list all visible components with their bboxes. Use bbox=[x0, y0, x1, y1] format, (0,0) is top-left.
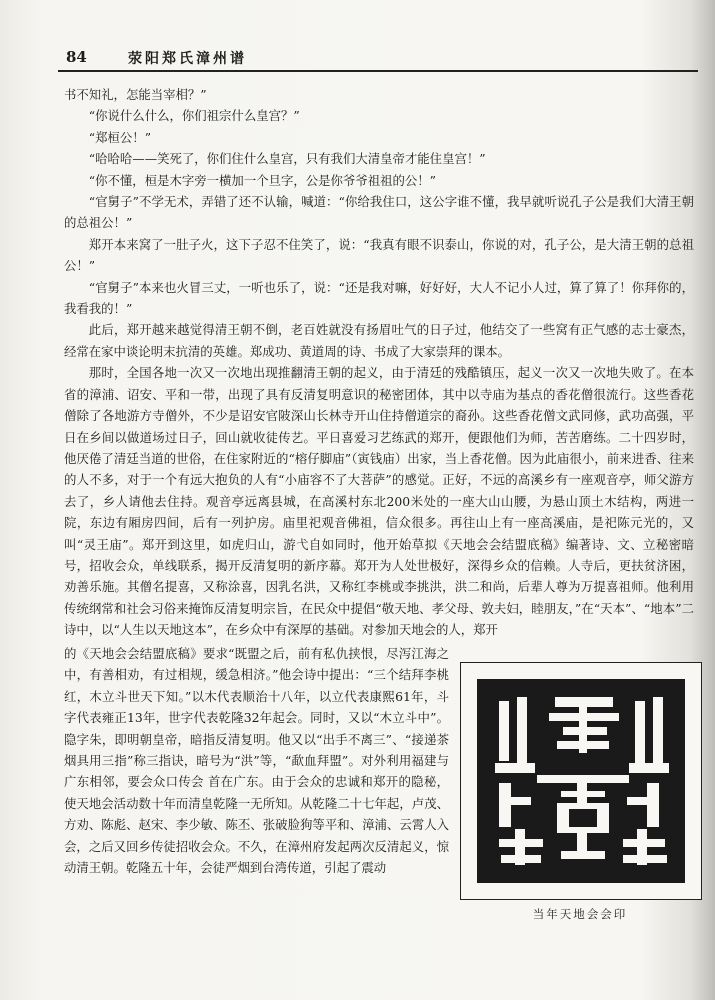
wrapped-text bbox=[64, 643, 449, 878]
running-title: 荥阳郑氏漳州谱 bbox=[128, 51, 247, 67]
paragraph: 此后，郑开越来越觉得清王朝不倒，老百姓就没有扬眉吐气的日子过，他结交了一些窝有正气感的志士豪杰，经常在家中谈论明末抗清的英雄。郑成功、黄道周的诗、书成了大家崇拜的课本。 bbox=[64, 322, 694, 359]
seal-figure bbox=[460, 662, 702, 900]
paragraph: “官舅子”本来也火冒三丈，一听也乐了，说：“还是我对嘛，好好好，大人不记小人过，算了算了！你拜你的，我看我的！” bbox=[64, 279, 694, 317]
paragraph: 那时，全国各地一次又一次地出现推翻清王朝的起义，由于清廷的残酷镇压，起义一次又一次地失败了。在本省的漳浦、诏安、平和一带，出现了具有反清复明意识的秘密团体，其中以寺庙为基点的香花僧很流行。这些香花僧除了各地游方寺僧外，不少是诏安官陂深山长林寺开山住持僧道宗的裔孙。这些香花僧文武同修，武功高强，平日在乡间以做道场过日子，回山就收徒传艺。平日喜爱习艺练武的郑开，便跟他们为师，苦苦磨练。二十四岁时，他厌倦了清廷当道的世俗，在住家附近的“榕仔脚庙”（寅钱庙）出家，当上香花僧。因为此庙很小，前来进香、往来的人不多，对于一个有远大抱负的人有“小庙容不了大菩萨”的感觉。正好，不远的高溪乡有一座观音亭，师父游方去了，乡人请他去住持。观音亭远离县城，在高溪村东北200米处的一座大山山腰，为悬山顶土木结构，两进一院，东边有厢房四间，后有一列护房。庙里祀观音佛祖，信众很多。再往山上有一座高溪庙，是祀陈元光的，又叫“灵王庙”。郑开到这里，如虎归山，游弋自如同时，他开始草拟《天地会会结盟底稿》编著诗、文、立秘密暗号，招收会众，单线联系，揭开反清复明的新序幕。郑开为人处世极好，深得乡众的信赖。人寺后，更扶贫济困，劝善乐施。其僧名提喜，又称涂喜，因乳名洪，又称红李桃或李挑洪，洪二和尚，后辈人尊为万提喜祖师。他利用传统纲常和社会习俗来掩饰反清复明宗旨，在民众中提倡“敬天地、孝父母、敦夫妇，睦朋友，”在“天本”、“地本”二诗中，以“人生以天地这本”，在乡众中有深厚的基础。对参加天地会的人，郑开 bbox=[64, 365, 694, 638]
main-text bbox=[64, 84, 694, 641]
figure-caption: 当年天地会会印 bbox=[532, 907, 628, 921]
page-number: 84 bbox=[66, 48, 87, 66]
seal-image bbox=[477, 679, 685, 883]
paragraph: “你不懂，桓是木字旁一横加一个旦字，公是你爷爷祖祖的公！” bbox=[88, 172, 437, 188]
paragraph: “官舅子”不学无术，弄错了还不认输，喊道：“你给我住口，这公字谁不懂，我早就听说孔子公是我们大清王朝的总祖公！” bbox=[64, 194, 694, 231]
paragraph-continued: 的《天地会会结盟底稿》要求“既盟之后，前有私仇挟恨，尽泻江海之中，有善相劝，有过相规，缓急相济。”他会诗中提出：“三个结拜李桃红，木立斗世天下知。”以木代表顺治十八年，以立代表康熙61年，斗字代表雍正13年，世字代表乾隆32年起会。同时，又以“木立斗中”。隐字朱，即明朝皇帝，暗指反清复明。他又以“出手不离三”、“接递茶烟具用三指”称三指诀，暗号为“洪”等，“歃血拜盟”。对外利用福建与广东相邻，要会众口传会 首在广东。由于会众的忠诚和郑开的隐秘，使天地会活动数十年而清皇乾隆一无所知。从乾隆二十七年起，卢茂、方劝、陈彪、赵宋、李少敏、陈丕、张破脸狗等平和、漳浦、云霄人入会，之后又回乡传徒招收会众。不久，在漳州府发起两次反清起义，惊动清王朝。乾隆五十年，会徒严烟到台湾传道，引起了震动 bbox=[64, 646, 449, 876]
page-header bbox=[58, 44, 698, 72]
paragraph: “郑桓公！” bbox=[88, 129, 152, 145]
paragraph: “哈哈哈——笑死了，你们住什么皇宫，只有我们大清皇帝才能住皇宫！” bbox=[88, 151, 486, 167]
paragraph: 郑开本来窝了一肚子火，这下子忍不住笑了，说：“我真有眼不识泰山，你说的对，孔子公，是大清王朝的总祖公！” bbox=[64, 236, 694, 274]
paragraph: 书不知礼，怎能当宰相？” bbox=[64, 87, 207, 102]
paragraph: “你说什么什么，你们祖宗什么皇宫？” bbox=[88, 108, 300, 124]
